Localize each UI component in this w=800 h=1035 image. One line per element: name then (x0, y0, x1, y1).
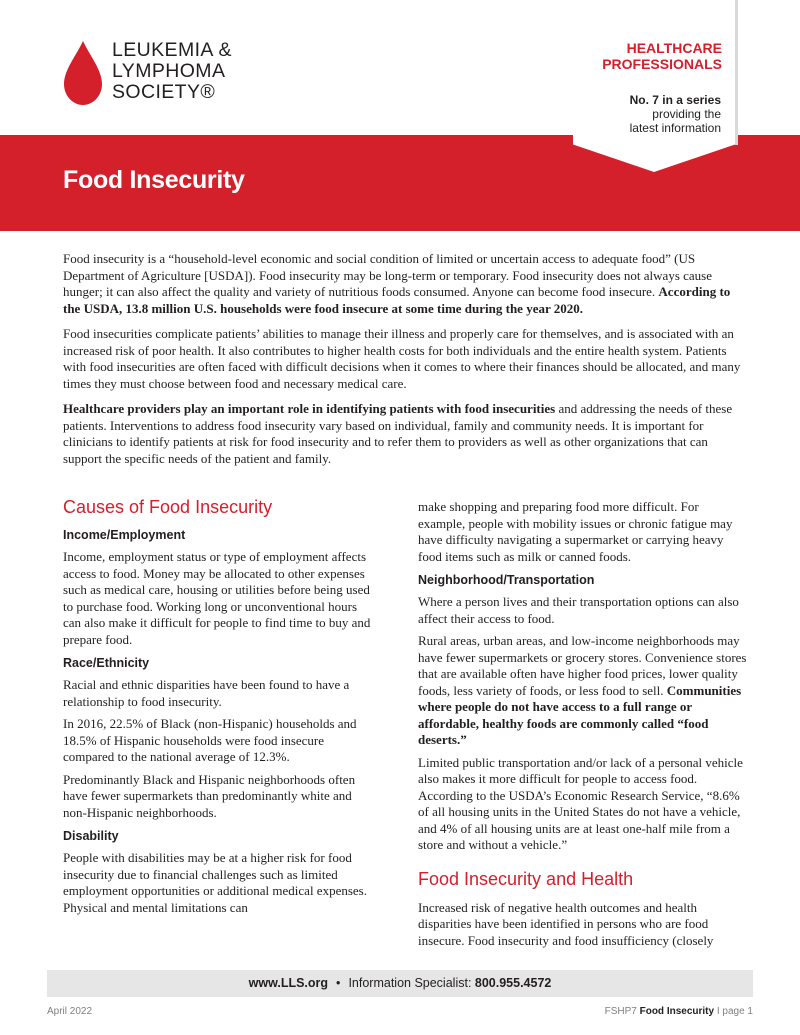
intro-p3-text: and addressing the needs of these patients. Interventions to address food insecurity vary based on individual, family and community needs. It is important for clinicians to identify patients at risk for food insecurity and to refer them to providers as well as other organizations that can support the specific needs of the patient and family. (63, 401, 733, 466)
neighborhood-p2-text: Rural areas, urban areas, and low-income neighborhoods may have fewer supermarkets or grocery stores. Convenience stores that are available often have higher food prices, lower quality foods, less variety of foods, or less food to sell. (418, 633, 747, 698)
column-left (63, 496, 373, 922)
footer-separator: • (336, 976, 341, 990)
series-line-2: providing the (652, 107, 721, 121)
logo-line-3: SOCIETY® (112, 81, 216, 103)
series-info (630, 93, 721, 135)
doc-code: FSHP7 (604, 1006, 640, 1017)
audience-label (602, 40, 722, 72)
intro-paragraph-1 (63, 251, 748, 317)
intro-p1-text: Food insecurity is a “household-level economic and social condition of limited or uncertain access to adequate food” (US Department of Agriculture [USDA]). Food insecurity may be long-term or temporary. Food insecurity does not always cause hunger; it can also affect the quality and variety of nutritious foods consumed. Anyone can become food insecure. (63, 251, 712, 299)
disability-heading: Disability (63, 829, 119, 843)
neighborhood-paragraph-1: Where a person lives and their transportation options can also affect their access to food. (418, 594, 739, 626)
neighborhood-paragraph-2 (418, 633, 748, 749)
disability-paragraph-1: People with disabilities may be at a higher risk for food insecurity due to financial challenges such as limited employment opportunities or additional medical expenses. Physical and mental limitations can (63, 850, 367, 915)
logo-line-1: LEUKEMIA & (112, 39, 232, 61)
neighborhood-paragraph-3: Limited public transportation and/or lack of a personal vehicle also makes it more difficult for people to access food. According to the USDA’s Economic Research Service, “8.6% of all housing units in the United States do not have a vehicle, and 4% of all housing units are at least one-half mile from a store and without a vehicle.” (418, 754, 743, 852)
footer-contact-bar (47, 970, 753, 997)
intro-paragraph-3 (63, 401, 748, 467)
page-separator: I (714, 1006, 723, 1017)
logo-wordmark (112, 40, 232, 103)
intro-paragraph-2: Food insecurities complicate patients’ abilities to manage their illness and properly care for themselves, and is associated with an increased risk of poor health. It also contributes to higher health costs for both individuals and the entire health system. Patients with food insecurities are often faced with difficult decisions when it comes to where their finances should be allocated, and many times they must choose between food and necessary medical care. (63, 326, 741, 391)
column-right (418, 499, 748, 955)
series-line-3: latest information (629, 121, 721, 135)
causes-heading: Causes of Food Insecurity (63, 497, 273, 517)
audience-line-2: PROFESSIONALS (602, 56, 722, 72)
race-paragraph-2: In 2016, 22.5% of Black (non-Hispanic) households and 18.5% of Hispanic households were food insecure compared to the national average of 12.3%. (63, 716, 357, 764)
page-info (605, 1006, 753, 1017)
logo-line-2: LYMPHOMA (112, 60, 226, 82)
intro-section (63, 251, 748, 476)
race-paragraph-3: Predominantly Black and Hispanic neighborhoods often have fewer supermarkets than predominantly white and non-Hispanic neighborhoods. (63, 771, 356, 820)
tab-shadow (735, 0, 738, 145)
audience-tab (573, 0, 735, 172)
race-paragraph-1: Racial and ethnic disparities have been found to have a relationship to food insecurity. (63, 677, 350, 709)
neighborhood-p2-bold: Communities where people do not have access to a full range or affordable, healthy foods are commonly called “food deserts.” (418, 682, 742, 747)
income-heading: Income/Employment (63, 528, 186, 542)
neighborhood-heading: Neighborhood/Transportation (418, 573, 595, 587)
specialist-phone[interactable]: 800.955.4572 (474, 976, 552, 990)
blood-drop-icon (62, 40, 104, 106)
doc-title: Food Insecurity (639, 1006, 715, 1017)
health-heading: Food Insecurity and Health (418, 868, 634, 889)
intro-p3-bold: Healthcare providers play an important role in identifying patients with food insecurities (63, 401, 556, 416)
series-number: No. 7 in a series (629, 93, 721, 107)
intro-p1-bold: According to the USDA, 13.8 million U.S. households were food insecure at some time during the year 2020. (63, 284, 731, 316)
page-number: page 1 (722, 1006, 753, 1017)
audience-line-1: HEALTHCARE (626, 40, 722, 56)
income-paragraph: Income, employment status or type of employment affects access to food. Money may be allocated to other expenses such as medical care, housing or utilities before being used to purchase food. Working long or unconventional hours can also make it difficult for people to find time to buy and prepare food. (63, 549, 371, 647)
page-title: Food Insecurity (63, 166, 245, 194)
race-heading: Race/Ethnicity (63, 656, 150, 670)
health-paragraph-1: Increased risk of negative health outcomes and health disparities have been identified in persons who are food insecure. Food insecurity and food insufficiency (closely (418, 899, 714, 948)
disability-paragraph-2: make shopping and preparing food more difficult. For example, people with mobility issues or chronic fatigue may have difficulty navigating a supermarket or carrying heavy food items such as milk or canned foods. (418, 499, 733, 564)
specialist-label: Information Specialist: (348, 976, 475, 990)
publication-date: April 2022 (47, 1006, 93, 1017)
website-link[interactable]: www.LLS.org (248, 976, 329, 990)
